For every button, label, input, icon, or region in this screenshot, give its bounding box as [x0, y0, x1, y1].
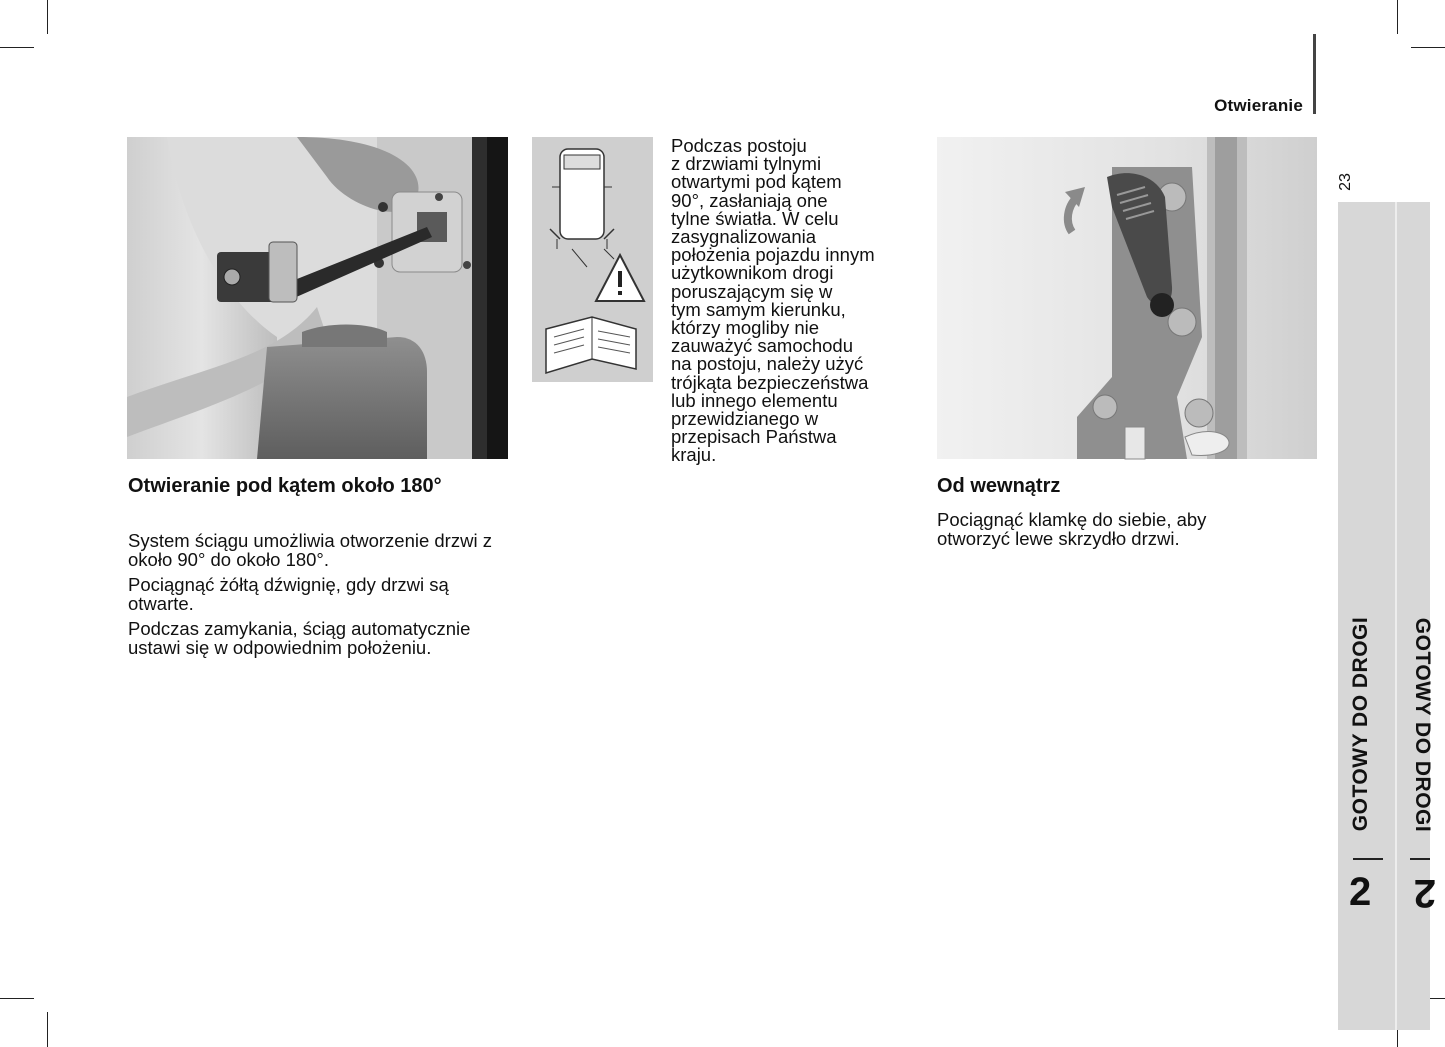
crop-mark	[47, 1012, 48, 1047]
section-title: Otwieranie	[1214, 96, 1303, 115]
chapter-number: 2	[1349, 870, 1372, 914]
chapter-number-bleed: 2	[1413, 871, 1436, 915]
right-body	[937, 511, 1272, 555]
warning-text: Podczas postoju z drzwiami tylnymi otwartymi pod kątem 90°, zasłaniają one tylne światła. W celu zasygnalizowania położenia pojazdu innym użytkownikom drogi poruszającym się w tym samym kierunku, którzy mogliby nie zauważyć samochodu na postoju, należy użyć trójkąta bezpieczeństwa lub innego elementu przewidzianego w przepisach Państwa kraju.	[671, 135, 875, 466]
chapter-label-text: GOTOWY DO DROGI	[1349, 616, 1372, 832]
chapter-tick	[1410, 858, 1430, 860]
left-paragraph: Pociągnąć żółtą dźwignię, gdy drzwi są otwarte.	[128, 574, 449, 614]
left-paragraph: Podczas zamykania, ściąg automatycznie ustawi się w odpowiednim położeniu.	[128, 618, 471, 658]
tab-divider	[1395, 202, 1397, 1030]
warning-illustration	[532, 137, 653, 382]
left-heading-text: Otwieranie pod kątem około 180°	[128, 475, 442, 497]
header-rule	[1313, 34, 1316, 114]
inner-handle-illustration	[937, 137, 1317, 459]
left-paragraph: System ściągu umożliwia otworzenie drzwi z około 90° do około 180°.	[128, 530, 492, 570]
crop-mark	[47, 0, 48, 34]
chapter-label-bleed-text: GOTOWY DO DROGI	[1411, 617, 1434, 833]
manual-book-icon	[546, 317, 636, 373]
page-number: 23	[1337, 173, 1354, 191]
right-heading: Od wewnątrz	[937, 475, 1061, 497]
right-paragraph: Pociągnąć klamkę do siebie, aby otworzyć lewe skrzydło drzwi.	[937, 509, 1207, 549]
warning-triangle-icon	[596, 255, 644, 301]
van-topview-icon	[550, 149, 614, 267]
door-strap-illustration	[127, 137, 508, 459]
crop-mark	[1397, 0, 1398, 34]
chapter-tick	[1353, 858, 1383, 860]
left-heading	[128, 476, 498, 496]
crop-mark	[1411, 47, 1445, 48]
crop-mark	[0, 998, 34, 999]
chapter-label-bleed	[1410, 590, 1434, 910]
left-body	[128, 532, 513, 664]
crop-mark	[0, 47, 34, 48]
